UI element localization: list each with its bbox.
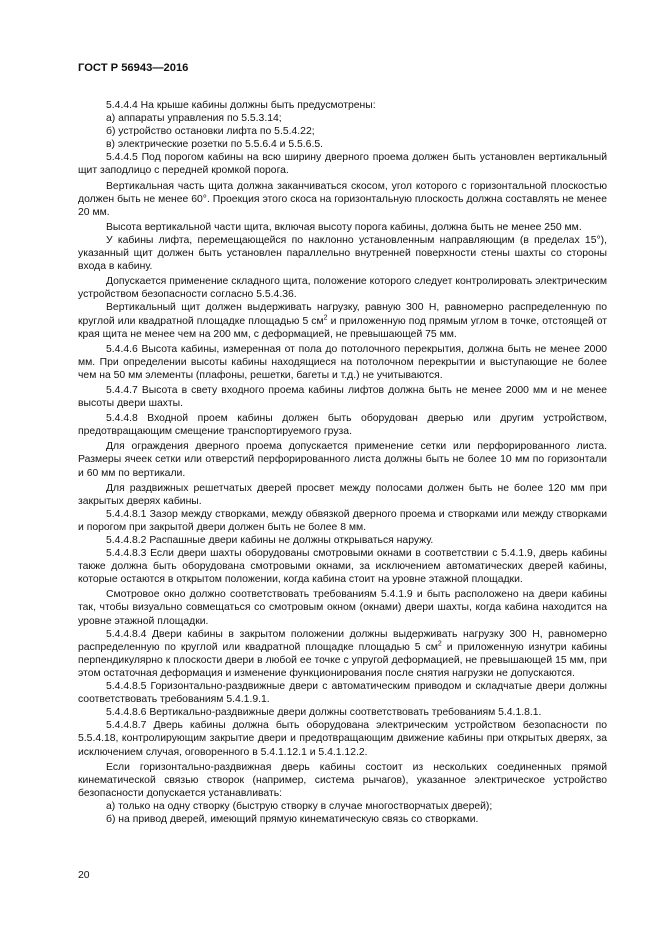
paragraph: 5.4.4.8.1 Зазор между створками, между обвязкой дверного проема и створками или между створками и порогом при закрытой двери должен быть не более 8 мм. bbox=[78, 508, 607, 533]
paragraph: 5.4.4.5 Под порогом кабины на всю ширину дверного проема должен быть установлен вертикальный щит заподлицо с передней кромкой порога. bbox=[78, 152, 607, 177]
paragraph: Допускается применение складного щита, положение которого следует контролировать электрическим устройством безопасности согласно 5.5.4.36. bbox=[78, 276, 607, 301]
page-number: 20 bbox=[78, 870, 90, 881]
paragraph bbox=[78, 628, 607, 680]
paragraph: а) только на одну створку (быструю створку в случае многостворчатых дверей); bbox=[106, 800, 493, 812]
paragraph: Высота вертикальной части щита, включая высоту порога кабины, должна быть не менее 250 мм. bbox=[106, 221, 582, 233]
paragraph: в) электрические розетки по 5.5.6.4 и 5.5.6.5. bbox=[106, 139, 324, 151]
paragraph: б) на привод дверей, имеющий прямую кинематическую связь со створками. bbox=[106, 813, 479, 825]
paragraph-text: и приложенную изнутри кабины перпендикулярно к плоскости двери в любой ее точке с упругой деформацией, не превышающей 15 мм, при этом остаточная деформация и изменение функционирования после снятия нагрузки не допускаются. bbox=[78, 641, 607, 679]
paragraph-text: 5.4.4.8.4 Двери кабины в закрытом положении должны выдерживать нагрузку 300 Н, равномерно распределенную по круглой или квадратной площадке площадью 5 см bbox=[78, 628, 607, 653]
paragraph-text: Вертикальный щит должен выдерживать нагрузку, равную 300 Н, равномерно распределенную по круглой или квадратной площадке площадью 5 см bbox=[78, 302, 607, 327]
document-body bbox=[78, 99, 607, 826]
page-header: ГОСТ Р 56943—2016 bbox=[78, 62, 189, 74]
paragraph-text: и приложенную под прямым углом в точке, отстоящей от края щита не менее чем на 200 мм, с деформацией, не превышающей 75 мм. bbox=[78, 315, 608, 340]
paragraph: 5.4.4.8.3 Если двери шахты оборудованы смотровыми окнами в соответствии с 5.4.1.9, дверь кабины также должна быть оборудована смотровыми окнами, за исключением автоматических дверей кабины, которые остаются в открытом положении, когда кабина стоит на уровне этажной площадки. bbox=[78, 548, 607, 586]
paragraph: 5.4.4.6 Высота кабины, измеренная от пола до потолочного перекрытия, должна быть не менее 2000 мм. При определении высоты кабины находящиеся на потолочном перекрытии и выступающие не более чем на 50 мм элементы (плафоны, решетки, багеты и т.д.) не учитываются. bbox=[78, 343, 607, 381]
paragraph: 5.4.4.8.5 Горизонтально-раздвижные двери с автоматическим приводом и складчатые двери должны соответствовать требованиям 5.4.1.9.1. bbox=[78, 681, 607, 706]
paragraph: Для раздвижных решетчатых дверей просвет между полосами должен быть не более 120 мм при закрытых дверях кабины. bbox=[78, 482, 607, 507]
paragraph: 5.4.4.8.2 Распашные двери кабины не должны открываться наружу. bbox=[106, 535, 434, 546]
paragraph: 5.4.4.8.6 Вертикально-раздвижные двери должны соответствовать требованиям 5.4.1.8.1. bbox=[106, 707, 542, 719]
paragraph: а) аппараты управления по 5.5.3.14; bbox=[106, 113, 282, 125]
paragraph: Вертикальная часть щита должна заканчиваться скосом, угол которого с горизонтальной плоскостью должен быть не менее 60°. Проекция этого скоса на горизонтальную плоскость должна составлять не менее 20 мм. bbox=[78, 180, 607, 218]
paragraph: Смотровое окно должно соответствовать требованиям 5.4.1.9 и быть расположено на двери кабины так, чтобы визуально совмещаться со смотровым окном (окнами) двери шахты, когда кабина находится на уровне этажной площадки. bbox=[78, 589, 607, 627]
paragraph: 5.4.4.4 На крыше кабины должны быть предусмотрены: bbox=[106, 100, 376, 111]
paragraph: 5.4.4.8 Входной проем кабины должен быть оборудован дверью или другим устройством, предотвращающим смещение транспортируемого груза. bbox=[78, 413, 607, 438]
paragraph: 5.4.4.8.7 Дверь кабины должна быть оборудована электрическим устройством безопасности по 5.5.4.18, контролирующим закрытие двери и предотвращающим движение кабины при открытых дверях, за исключением случая, оговоренного в 5.4.1.12.1 и 5.4.1.12.2. bbox=[78, 720, 607, 758]
superscript: 2 bbox=[437, 640, 442, 648]
paragraph: б) устройство остановки лифта по 5.5.4.22; bbox=[106, 126, 315, 138]
paragraph: Для ограждения дверного проема допускается применение сетки или перфорированного листа. Размеры ячеек сетки или отверстий перфорированного листа должны быть не более 10 мм по горизонтали и 60 мм по вертикали. bbox=[78, 441, 607, 479]
paragraph: У кабины лифта, перемещающейся по наклонно установленным направляющим (в пределах 15°), указанный щит должен быть установлен параллельно внутренней поверхности стены шахты со стороны входа в кабину. bbox=[78, 234, 607, 273]
paragraph: Если горизонтально-раздвижная дверь кабины состоит из нескольких соединенных прямой кинематической связью створок (например, система рычагов), указанное электрическое устройство безопасности допускается устанавливать: bbox=[78, 761, 607, 799]
paragraph: 5.4.4.7 Высота в свету входного проема кабины лифтов должна быть не менее 2000 мм и не менее высоты двери шахты. bbox=[78, 384, 607, 410]
paragraph bbox=[78, 301, 607, 340]
superscript: 2 bbox=[323, 314, 328, 322]
